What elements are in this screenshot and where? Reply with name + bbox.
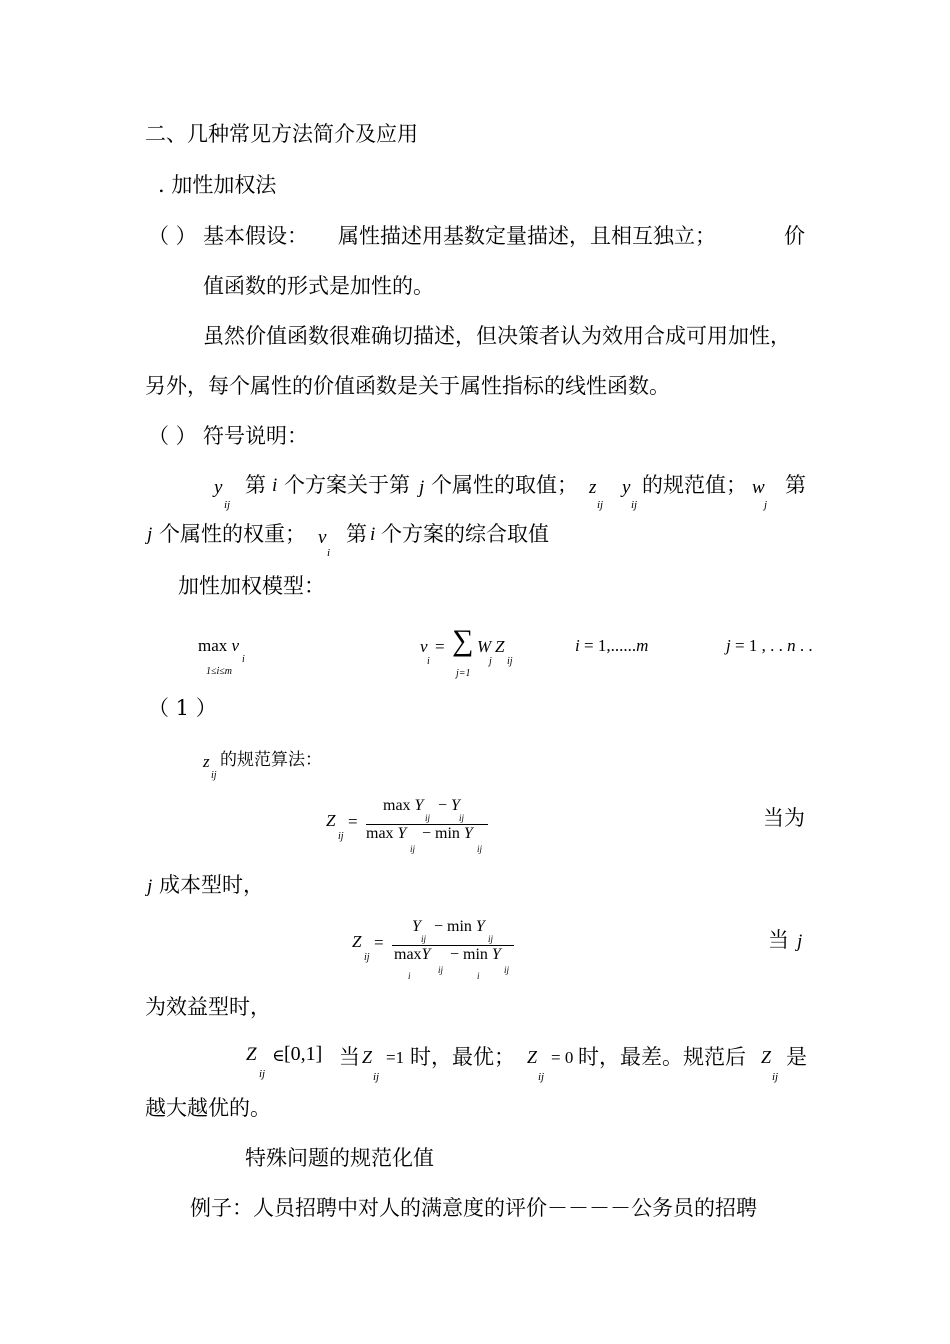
normalization-title: 的规范算法： (220, 750, 322, 770)
objective-max-v: max v i 1≤i≤m (198, 636, 245, 677)
symbol-y-ij: y ij (214, 477, 231, 511)
index-range-i: i = 1,......m (575, 636, 649, 655)
assumption-label: 基本假设： (203, 224, 308, 248)
symbol-i: i (272, 475, 278, 496)
assumption-text-2-start: 价 (784, 224, 805, 248)
notation-label: 符号说明： (203, 424, 308, 448)
range-text-5: 越大越优的。 (145, 1096, 271, 1120)
index-range-j: j = 1 , . . n . . (726, 636, 813, 655)
range-z-eq-1: Z ij =1 (362, 1047, 405, 1083)
symbol-y-ij-2: y ij (622, 477, 638, 511)
notation-text-6: 个属性的权重； (159, 522, 306, 546)
notation-text-1: 第 (245, 473, 266, 497)
paragraph-line-2: 另外，每个属性的价值函数是关于属性指标的线性函数。 (145, 374, 670, 398)
symbol-z-ij-3: z ij (203, 752, 217, 781)
assumption-marker: （ ） (148, 224, 197, 248)
range-text-4: 是 (786, 1045, 807, 1069)
range-z-eq-0: Z ij = 0 (527, 1047, 574, 1083)
cost-formula: Z ij = max Y ij − Y ij max Y ij − min Y ij (326, 795, 496, 865)
benefit-tail: 为效益型时， (145, 995, 271, 1019)
range-text-2: 时，最优； (410, 1045, 515, 1069)
assumption-text-2: 值函数的形式是加性的。 (203, 274, 434, 298)
cost-tail: 成本型时， (159, 873, 264, 897)
equation-number: （ 1 ） (148, 696, 217, 720)
range-formula: Z ij ∈ [0,1] (246, 1043, 323, 1080)
subsection-title: . 加性加权法 (158, 173, 277, 197)
special-title: 特殊问题的规范化值 (245, 1146, 434, 1170)
benefit-formula: Z ij = Y ij − min Y ij maxY i ij − min Y i ij (352, 916, 532, 986)
model-title: 加性加权模型： (178, 574, 325, 598)
notation-text-3: 个属性的取值； (431, 473, 578, 497)
symbol-j-4: j (797, 931, 803, 952)
symbol-w-j: w j (752, 477, 768, 511)
section-title: 二、几种常见方法简介及应用 (145, 122, 418, 146)
symbol-z-ij: z ij (589, 477, 604, 511)
symbol-v-i: v i (318, 527, 331, 559)
benefit-when: 当 (768, 928, 789, 952)
range-text-3: 时，最差。规范后 (578, 1045, 746, 1069)
example-text: 例子：人员招聘中对人的满意度的评价－－－－公务员的招聘 (190, 1196, 757, 1220)
document-page: 二、几种常见方法简介及应用 . 加性加权法 （ ） 基本假设： 属性描述用基数定量描述，且相互独立； 价 值函数的形式是加性的。 虽然价值函数很难确切描述，但决策者认为效用合成可用加性， 另外，每个属性的价值函数是关于属性指标的线性函数。 （ ） 符号说明： y ij 第 i 个方案关于第 j 个属性的取值； z ij y ij 的规范值； w j 第 j 个属性的权重； v i 第 i 个方案的综合取值 加性加权模型： max v i 1≤i≤m v i = ∑ j=1 W j Z ij i = 1,......m j = 1 , . . n . . （ 1 ） z ij 的规范算法： Z ij = max Y ij − Y ij max Y ij − min Y ij 当为 j 成本型时， Z ij = Y ij − min Y ij maxY i ij − min Y i ij 当 j 为效益型时， Z ij ∈ [0,1] 当 Z ij =1 时，最优； Z ij = 0 时，最差。规范后 Z ij 是 越大越优的。 特殊问题的规范化值 例子：人员招聘中对人的满意度的评价－－－－公务员的招聘 (145, 122, 813, 1220)
notation-text-4: 的规范值； (642, 473, 747, 497)
range-z-ij: Z ij (761, 1047, 779, 1083)
assumption-text: 属性描述用基数定量描述，且相互独立； (338, 224, 716, 248)
notation-text-8: 个方案的综合取值 (381, 522, 549, 546)
notation-marker: （ ） (148, 424, 197, 448)
symbol-j-2: j (147, 524, 153, 545)
symbol-j-3: j (147, 876, 153, 897)
symbol-i-2: i (370, 524, 376, 545)
range-text-1: 当 (339, 1045, 360, 1069)
notation-text-2: 个方案关于第 (284, 473, 410, 497)
paragraph-line-1: 虽然价值函数很难确切描述，但决策者认为效用合成可用加性， (203, 324, 791, 348)
symbol-j: j (419, 477, 425, 498)
cost-when: 当为 (763, 806, 805, 830)
notation-text-5: 第 (785, 473, 806, 497)
notation-text-7: 第 (346, 522, 367, 546)
